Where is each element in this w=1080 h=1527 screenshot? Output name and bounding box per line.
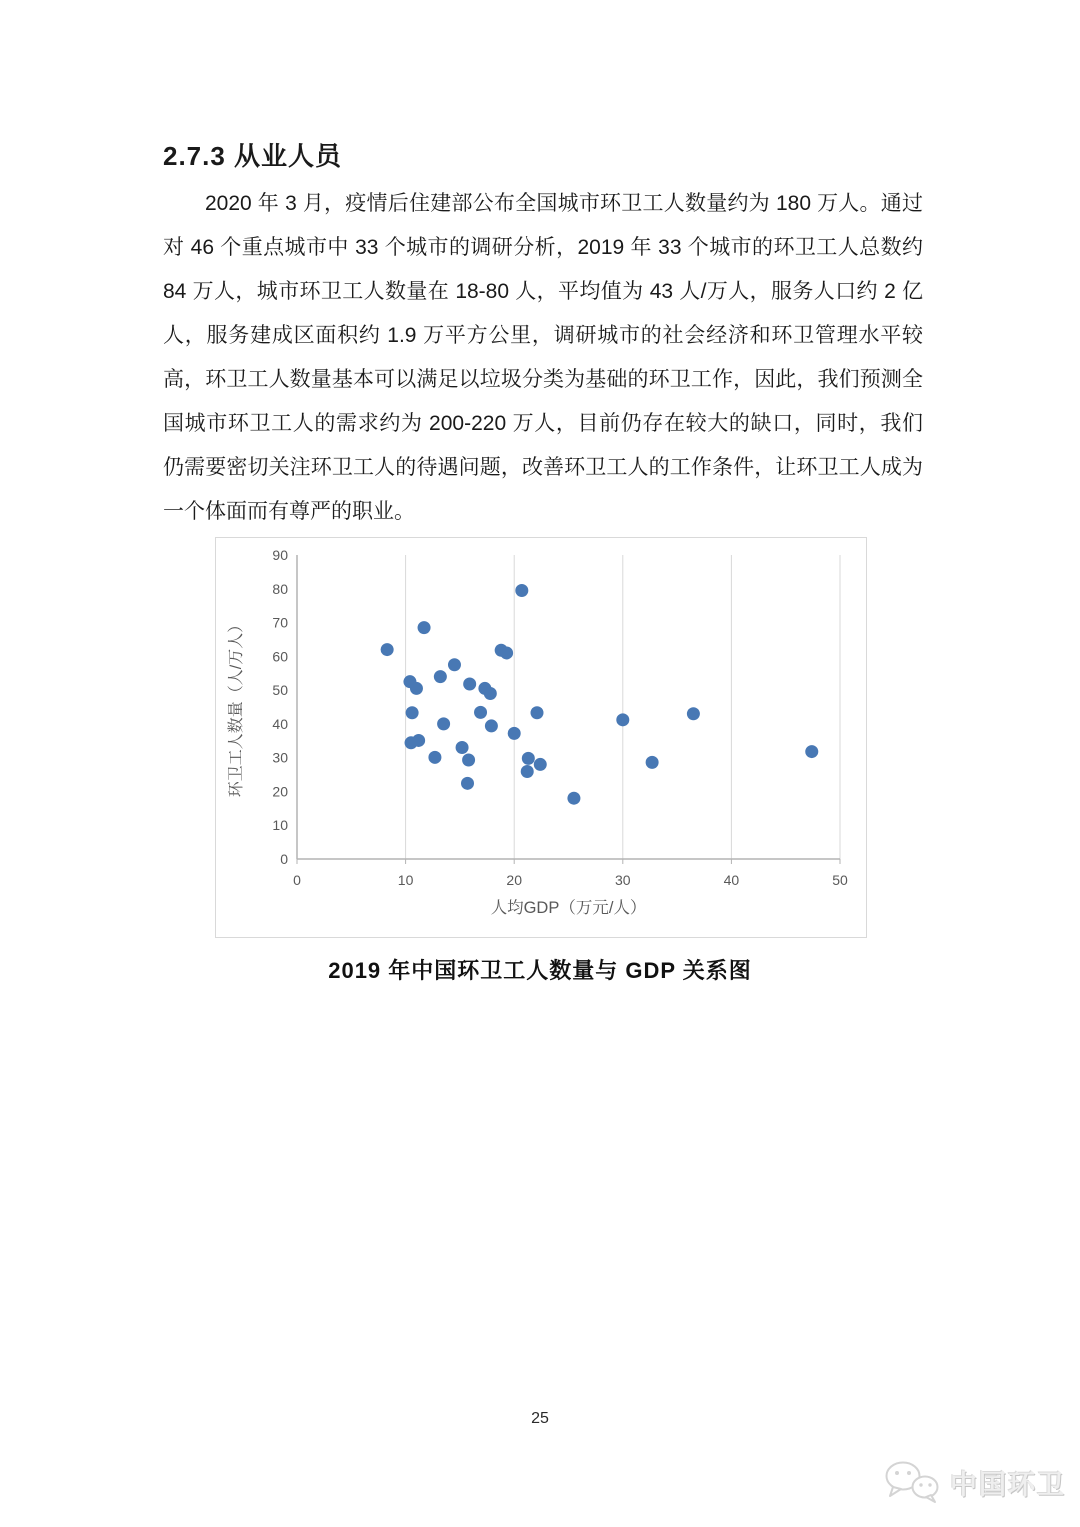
svg-text:70: 70 <box>272 614 288 631</box>
svg-text:60: 60 <box>272 648 288 665</box>
svg-text:人均GDP（万元/人）: 人均GDP（万元/人） <box>490 899 647 917</box>
svg-text:30: 30 <box>615 872 631 888</box>
svg-text:10: 10 <box>272 817 288 834</box>
svg-text:50: 50 <box>272 682 288 699</box>
chart-caption: 2019 年中国环卫工人数量与 GDP 关系图 <box>328 958 752 983</box>
page-number: 25 <box>531 1410 549 1427</box>
svg-text:0: 0 <box>280 851 288 867</box>
svg-text:40: 40 <box>272 715 288 732</box>
body-paragraph: 2020 年 3 月，疫情后住建部公布全国城市环卫工人数量约为 180 万人。通过对 46 个重点城市中 33 个城市的调研分析，2019 年 33 个城市的环卫工人总数约 84 万人，城市环卫工人数量在 18-80 人，平均值为 43 人/万人，服务人口约 2 亿人，服务建成区面积约 1.9 万平方公里，调研城市的社会经济和环卫管理水平较高，环卫工人数量基本可以满足以垃圾分类为基础的环卫工作，因此，我们预测全国城市环卫工人的需求约为 200-220 万人，目前仍存在较大的缺口，同时，我们仍需要密切关注环卫工人的待遇问题，改善环卫工人的工作条件，让环卫工人成为一个体面而有尊严的职业。 <box>163 192 923 523</box>
footer-brand <box>883 1460 1066 1504</box>
svg-text:40: 40 <box>723 872 740 888</box>
svg-text:20: 20 <box>272 783 288 800</box>
svg-text:50: 50 <box>832 872 848 888</box>
svg-text:0: 0 <box>293 872 301 888</box>
svg-text:90: 90 <box>272 547 288 563</box>
scatter-chart-svg <box>215 537 867 938</box>
svg-text:环卫工人数量（人/万人）: 环卫工人数量（人/万人） <box>228 616 245 798</box>
scatter-chart <box>215 537 867 938</box>
svg-text:80: 80 <box>272 580 288 597</box>
svg-text:20: 20 <box>506 872 522 888</box>
wechat-icon <box>883 1460 941 1504</box>
svg-text:10: 10 <box>397 872 414 888</box>
footer-brand-label: 中国环卫 <box>950 1469 1066 1500</box>
svg-text:30: 30 <box>272 749 288 766</box>
section-heading: 2.7.3 从业人员 <box>163 141 343 171</box>
